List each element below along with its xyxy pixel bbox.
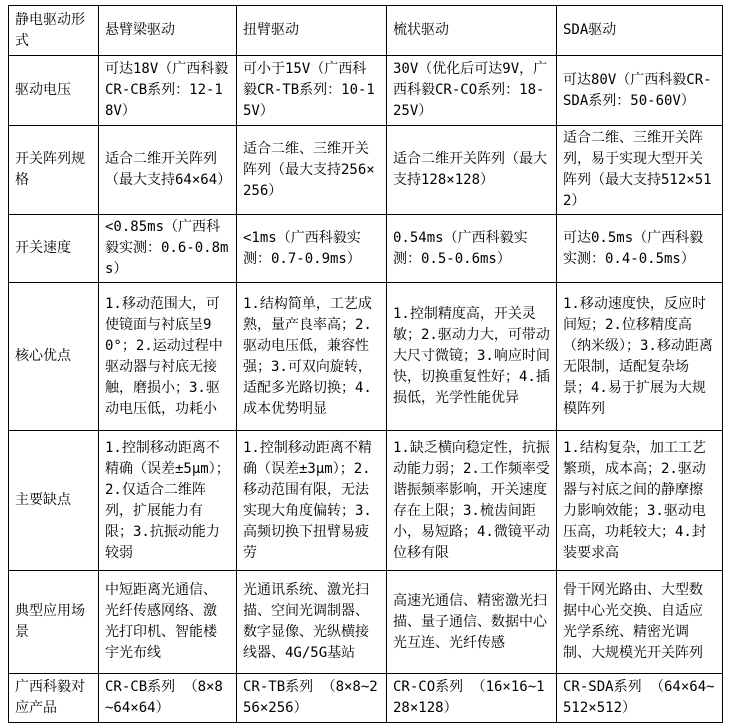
- table-cell: CR-TB系列 （8×8~256×256）: [237, 674, 387, 723]
- column-header-torsion: 扭臂驱动: [237, 6, 387, 56]
- drive-type-comparison-table: [8, 5, 723, 723]
- table-row-typical-applications: [9, 571, 723, 674]
- table-row-core-advantages: [9, 283, 723, 431]
- table-cell: 适合二维、三维开关阵列（最大支持256×256）: [237, 126, 387, 215]
- table-cell: 适合二维开关阵列（最大支持128×128）: [387, 126, 557, 215]
- column-header-cantilever: 悬臂梁驱动: [99, 6, 237, 56]
- table-cell: 0.54ms（广西科毅实测：0.5-0.6ms）: [387, 215, 557, 283]
- table-cell: 可达18V（广西科毅CR-CB系列：12-18V）: [99, 56, 237, 126]
- column-header-comb: 梳状驱动: [387, 6, 557, 56]
- row-label: 开关速度: [9, 215, 99, 283]
- column-header-sda: SDA驱动: [557, 6, 723, 56]
- corner-label: 静电驱动形式: [9, 6, 99, 56]
- row-label: 核心优点: [9, 283, 99, 431]
- table-header-row: [9, 6, 723, 56]
- table-cell: 适合二维、三维开关阵列，易于实现大型开关阵列（最大支持512×512）: [557, 126, 723, 215]
- table-cell: 可达0.5ms（广西科毅实测：0.4-0.5ms）: [557, 215, 723, 283]
- table-cell: 1.移动范围大，可使镜面与衬底呈90°；2.运动过程中驱动器与衬底无接触，磨损小；3.驱动电压低，功耗小: [99, 283, 237, 431]
- table-row-array-spec: [9, 126, 723, 215]
- row-label: 广西科毅对应产品: [9, 674, 99, 723]
- table-cell: 1.移动速度快，反应时间短；2.位移精度高（纳米级）；3.移动距离无限制，适配复杂场景；4.易于扩展为大规模阵列: [557, 283, 723, 431]
- table-cell: 1.控制精度高，开关灵敏；2.驱动力大，可带动大尺寸微镜；3.响应时间快，切换重复性好；4.插损低，光学性能优异: [387, 283, 557, 431]
- table-cell: 高速光通信、精密激光扫描、量子通信、数据中心光互连、光纤传感: [387, 571, 557, 674]
- row-label: 典型应用场景: [9, 571, 99, 674]
- table-row-matching-products: [9, 674, 723, 723]
- table-cell: 30V（优化后可达9V，广西科毅CR-CO系列：18-25V）: [387, 56, 557, 126]
- table-cell: 光通讯系统、激光扫描、空间光调制器、数字显像、光纵横接线器、4G/5G基站: [237, 571, 387, 674]
- table-row-drive-voltage: [9, 56, 723, 126]
- table-cell: CR-SDA系列 （64×64~512×512）: [557, 674, 723, 723]
- table-row-switch-speed: [9, 215, 723, 283]
- table-cell: 适合二维开关阵列（最大支持64×64）: [99, 126, 237, 215]
- table-cell: 中短距离光通信、光纤传感网络、激光打印机、智能楼宇光布线: [99, 571, 237, 674]
- table-cell: 1.结构复杂，加工工艺繁琐，成本高；2.驱动器与衬底之间的静摩擦力影响效能；3.驱动电压高，功耗较大；4.封装要求高: [557, 431, 723, 571]
- table-row-main-disadvantages: [9, 431, 723, 571]
- table-cell: <1ms（广西科毅实测：0.7-0.9ms）: [237, 215, 387, 283]
- table-cell: 可达80V（广西科毅CR-SDA系列：50-60V）: [557, 56, 723, 126]
- table-cell: 1.缺乏横向稳定性，抗振动能力弱；2.工作频率受谐振频率影响，开关速度存在上限；3.梳齿间距小，易短路；4.微镜平动位移有限: [387, 431, 557, 571]
- table-cell: 可小于15V（广西科毅CR-TB系列：10-15V）: [237, 56, 387, 126]
- table-cell: 1.控制移动距离不精确（误差±3μm）；2.移动范围有限，无法实现大角度偏转；3.高频切换下扭臂易疲劳: [237, 431, 387, 571]
- row-label: 开关阵列规格: [9, 126, 99, 215]
- table-cell: <0.85ms（广西科毅实测：0.6-0.8ms）: [99, 215, 237, 283]
- table-cell: CR-CB系列 （8×8~64×64）: [99, 674, 237, 723]
- row-label: 驱动电压: [9, 56, 99, 126]
- table-cell: CR-CO系列 （16×16~128×128）: [387, 674, 557, 723]
- table-cell: 1.控制移动距离不精确（误差±5μm）；2.仅适合二维阵列，扩展能力有限；3.抗振动能力较弱: [99, 431, 237, 571]
- table-cell: 骨干网光路由、大型数据中心光交换、自适应光学系统、精密光调制、大规模光开关阵列: [557, 571, 723, 674]
- row-label: 主要缺点: [9, 431, 99, 571]
- table-cell: 1.结构简单，工艺成熟，量产良率高；2.驱动电压低，兼容性强；3.可双向旋转，适配多光路切换；4.成本优势明显: [237, 283, 387, 431]
